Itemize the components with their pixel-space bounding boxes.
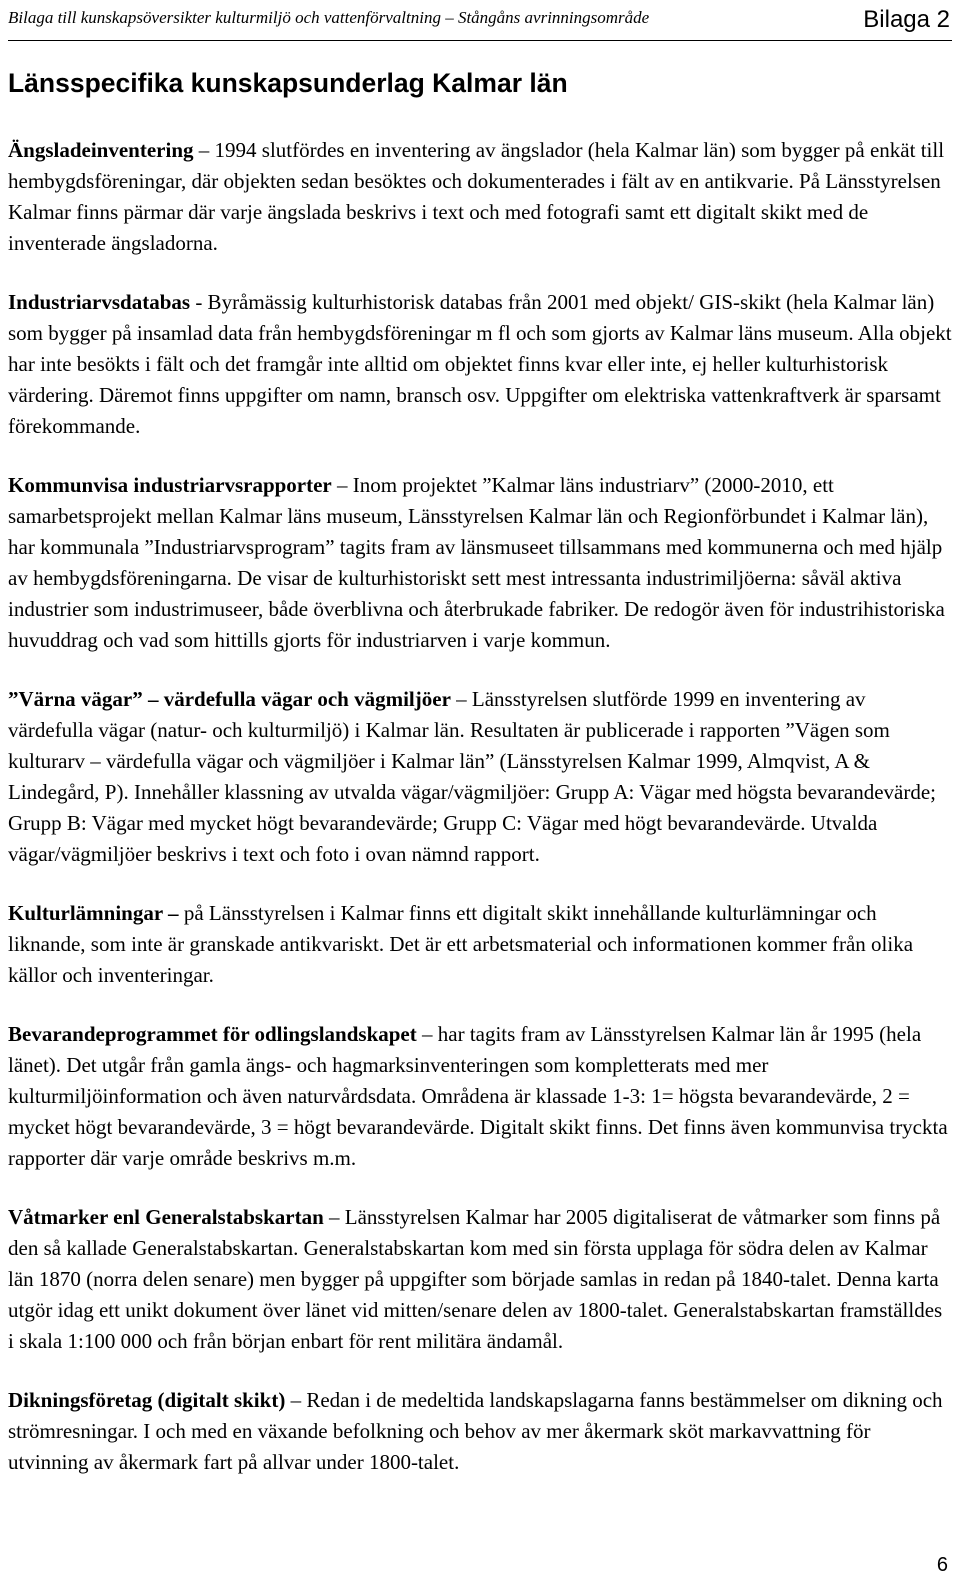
paragraph-text: - Byråmässig kulturhistorisk databas från 2001 med objekt/ GIS-skikt (hela Kalmar län) som bygger på insamlad data från hembygdsföreningar m fl och som gjorts av Kalmar läns museum. Alla objekt har inte besökts i fält och det framgår inte alltid om objektet finns kvar eller inte, ej heller kulturhistorisk värdering. Däremot finns uppgifter om namn, bransch osv. Uppgifter om elektriska vattenkraftverk är sparsamt förekommande. (8, 290, 952, 438)
paragraph-text: – Redan i de medeltida landskapslagarna fanns bestämmelser om dikning och strömresningar. I och med en växande befolkning och behov av mer åkermark sköt markavvattning för utvinning av åkermark fart på allvar under 1800-talet. (8, 1388, 943, 1474)
paragraph-term: ”Värna vägar” – värdefulla vägar och vägmiljöer (8, 687, 451, 711)
paragraph-kulturlamningar (8, 898, 952, 991)
document-body (8, 135, 952, 1506)
paragraph-dikningsforetag (8, 1385, 952, 1478)
paragraph-term: Kulturlämningar – (8, 901, 179, 925)
paragraph-vatmarker (8, 1202, 952, 1357)
paragraph-term: Kommunvisa industriarvsrapporter (8, 473, 332, 497)
paragraph-term: Ängsladeinventering (8, 138, 194, 162)
paragraph-text: – har tagits fram av Länsstyrelsen Kalmar län år 1995 (hela länet). Det utgår från gamla ängs- och hagmarksinventeringen som kompletterats med mer kulturmiljöinformation och även naturvårdsdata. Områdena är klassade 1-3: 1= högsta bevarandevärde, 2 = mycket högt bevarandevärde, 3 = högt bevarandevärde. Digitalt skikt finns. Det finns även kommunvisa tryckta rapporter där varje område beskrivs m.m. (8, 1022, 948, 1170)
paragraph-term: Våtmarker enl Generalstabskartan (8, 1205, 324, 1229)
page-number: 6 (936, 1554, 948, 1576)
paragraph-text: – Inom projektet ”Kalmar läns industriarv” (2000-2010, ett samarbetsprojekt mellan Kalmar läns museum, Länsstyrelsen Kalmar län och Regionförbundet i Kalmar län), har kommunala ”Industriarvsprogram” tagits fram av länsmuseet tillsammans med kommunerna och med hjälp av hembygdsföreningarna. De visar de kulturhistoriskt sett mest intressanta industrimiljöerna: såväl aktiva industrier som industrimuseer, både överblivna och återbrukade fabriker. De redogör även för industrihistoriska huvuddrag och vad som hittills gjorts för industriarven i varje kommun. (8, 473, 945, 652)
paragraph-varna-vagar (8, 684, 952, 870)
header-subtitle: Bilaga till kunskapsöversikter kulturmiljö och vattenförvaltning – Stångåns avrinningsområde (8, 8, 650, 27)
paragraph-term: Industriarvsdatabas (8, 290, 191, 314)
header-appendix-label: Bilaga 2 (863, 6, 950, 33)
paragraph-text: på Länsstyrelsen i Kalmar finns ett digitalt skikt innehållande kulturlämningar och liknande, som inte är granskade antikvariskt. Det är ett arbetsmaterial och informationen kommer från olika källor och inventeringar. (8, 901, 914, 987)
paragraph-industriarvsdatabas (8, 287, 952, 442)
paragraph-industriarvsrapporter (8, 470, 952, 656)
paragraph-text: – Länsstyrelsen slutförde 1999 en inventering av värdefulla vägar (natur- och kulturmiljö) i Kalmar län. Resultaten är publicerade i rapporten ”Vägen som kulturarv – värdefulla vägar och vägmiljöer i Kalmar län” (Länsstyrelsen Kalmar 1999, Almqvist, A & Lindegård, P). Innehåller klassning av utvalda vägar/vägmiljöer: Grupp A: Vägar med högsta bevarandevärde; Grupp B: Vägar med mycket högt bevarandevärde; Grupp C: Vägar med högt bevarandevärde. Utvalda vägar/vägmiljöer beskrivs i text och foto i ovan nämnd rapport. (8, 687, 936, 866)
paragraph-angsladeinventering (8, 135, 952, 259)
paragraph-text: – 1994 slutfördes en inventering av ängslador (hela Kalmar län) som bygger på enkät till hembygdsföreningar, där objekten sedan besöktes och dokumenterades i fält av en antikvarie. På Länsstyrelsen Kalmar finns pärmar där varje ängslada beskrivs i text och med fotografi samt ett digitalt skikt med de inventerade ängsladorna. (8, 138, 945, 255)
paragraph-term: Bevarandeprogrammet för odlingslandskapet (8, 1022, 417, 1046)
paragraph-bevarandeprogrammet (8, 1019, 952, 1174)
page-header (8, 4, 952, 41)
paragraph-term: Dikningsföretag (digitalt skikt) (8, 1388, 286, 1412)
paragraph-text: – Länsstyrelsen Kalmar har 2005 digitaliserat de våtmarker som finns på den så kallade Generalstabskartan. Generalstabskartan kom med sin första upplaga för södra delen av Kalmar län 1870 (norra delen senare) men bygger på uppgifter som började samlas in redan på 1840-talet. Denna karta utgör idag ett unikt dokument över länet vid mitten/senare delen av 1800-talet. Generalstabskartan framställdes i skala 1:100 000 och från början enbart för rent militära ändamål. (8, 1205, 943, 1353)
page-title: Länsspecifika kunskapsunderlag Kalmar län (8, 68, 568, 98)
